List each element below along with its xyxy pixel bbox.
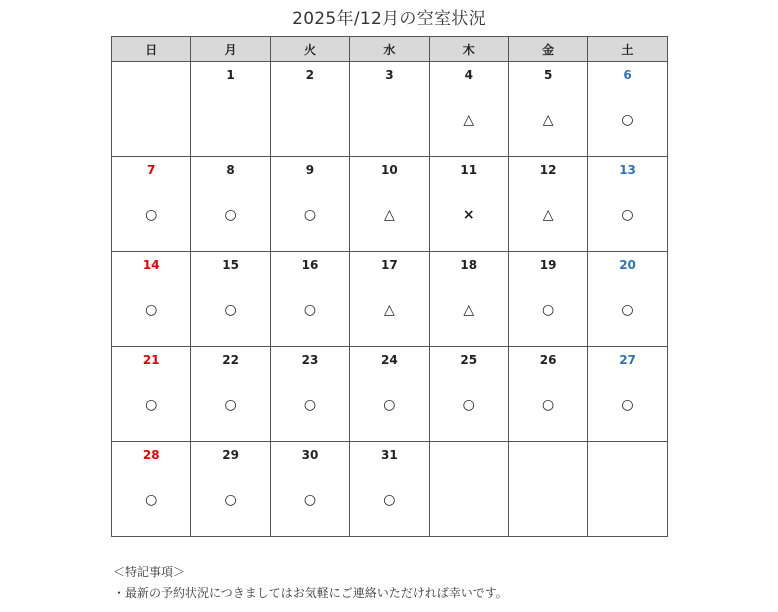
calendar-day-cell-mon: [191, 252, 270, 347]
calendar-day-cell-mon: [191, 157, 270, 252]
day-number: 29: [222, 448, 239, 462]
calendar-day-cell-sun: [112, 62, 191, 157]
weekday-header-fri: 金: [508, 37, 587, 62]
calendar-day-cell-thu: [429, 347, 508, 442]
day-number: 27: [619, 353, 636, 367]
calendar-day-cell-wed: [350, 442, 429, 537]
weekday-header-mon: 月: [191, 37, 270, 62]
availability-status-mark: ○: [462, 397, 475, 413]
day-number: 26: [539, 353, 557, 367]
calendar-day-cell-wed: [350, 62, 429, 157]
calendar-day-cell-mon: [191, 442, 270, 537]
calendar-day-cell-sun: [112, 252, 191, 347]
availability-status-mark: ○: [383, 492, 396, 508]
availability-status-mark: △: [383, 302, 395, 318]
day-number: 28: [142, 448, 160, 462]
day-number: 2: [305, 68, 315, 82]
availability-status-mark: ○: [542, 397, 555, 413]
availability-status-mark: ○: [224, 207, 237, 223]
calendar-week-row: [112, 347, 668, 442]
availability-status-mark: △: [383, 207, 395, 223]
calendar-week-row: [112, 157, 668, 252]
day-number: 4: [464, 68, 473, 82]
calendar-day-cell-sat: [588, 347, 667, 442]
calendar-day-cell-tue: [270, 157, 349, 252]
calendar-day-cell-mon: [191, 62, 270, 157]
day-number: 7: [147, 163, 156, 177]
calendar-day-cell-wed: [350, 347, 429, 442]
weekday-header-thu: 木: [429, 37, 508, 62]
availability-status-mark: △: [463, 112, 475, 128]
notes-section: [113, 562, 508, 604]
calendar-day-cell-tue: [270, 442, 349, 537]
calendar-day-cell-wed: [350, 157, 429, 252]
day-number: 24: [381, 353, 398, 367]
availability-status-mark: △: [542, 207, 554, 223]
weekday-header-sun: 日: [112, 37, 191, 62]
day-number: [588, 448, 666, 462]
calendar-day-cell-tue: [270, 252, 349, 347]
availability-status-mark: ○: [145, 302, 158, 318]
calendar-day-cell-thu: [429, 62, 508, 157]
day-number: 14: [142, 258, 160, 272]
day-number: 10: [381, 163, 398, 177]
day-number: [112, 68, 190, 82]
day-number: 3: [385, 68, 394, 82]
calendar-day-cell-sat: [588, 252, 667, 347]
availability-status-mark: ○: [224, 397, 237, 413]
availability-status-mark: ○: [621, 207, 634, 223]
day-number: 31: [381, 448, 398, 462]
calendar-day-cell-mon: [191, 347, 270, 442]
day-number: [509, 448, 587, 462]
notes-line: ・最新の予約状況につきましてはお気軽にご連絡いただければ幸いです。: [113, 586, 508, 600]
weekday-header-row: [112, 37, 668, 62]
day-number: 6: [623, 68, 632, 82]
calendar-day-cell-tue: [270, 62, 349, 157]
calendar-day-cell-wed: [350, 252, 429, 347]
calendar-day-cell-fri: [508, 442, 587, 537]
calendar-week-row: [112, 252, 668, 347]
availability-status-mark: ○: [145, 492, 158, 508]
day-number: 12: [539, 163, 557, 177]
day-number: 23: [301, 353, 319, 367]
day-number: 15: [222, 258, 239, 272]
weekday-header-wed: 水: [350, 37, 429, 62]
calendar-day-cell-fri: [508, 347, 587, 442]
calendar-week-row: [112, 442, 668, 537]
calendar-day-cell-sun: [112, 157, 191, 252]
day-number: 13: [619, 163, 636, 177]
calendar-day-cell-thu: [429, 157, 508, 252]
availability-status-mark: ○: [145, 397, 158, 413]
availability-status-mark: ○: [145, 207, 158, 223]
day-number: [430, 448, 508, 462]
availability-status-mark: △: [542, 112, 554, 128]
day-number: 21: [142, 353, 160, 367]
availability-status-mark: ○: [383, 397, 396, 413]
availability-status-mark: ○: [224, 492, 237, 508]
availability-status-mark: △: [463, 302, 475, 318]
day-number: 25: [460, 353, 478, 367]
availability-status-mark: ○: [303, 302, 317, 318]
availability-calendar: [111, 36, 668, 537]
calendar-day-cell-sun: [112, 442, 191, 537]
calendar-day-cell-sun: [112, 347, 191, 442]
day-number: 30: [301, 448, 319, 462]
calendar-day-cell-fri: [508, 62, 587, 157]
calendar-day-cell-fri: [508, 252, 587, 347]
day-number: 8: [226, 163, 235, 177]
availability-status-mark: ○: [542, 302, 555, 318]
availability-status-mark: ○: [621, 112, 634, 128]
day-number: 22: [222, 353, 239, 367]
day-number: 18: [460, 258, 478, 272]
calendar-day-cell-thu: [429, 252, 508, 347]
weekday-header-tue: 火: [270, 37, 349, 62]
calendar-week-row: [112, 62, 668, 157]
calendar-day-cell-sat: [588, 62, 667, 157]
calendar-day-cell-sat: [588, 442, 667, 537]
availability-status-mark: ○: [303, 397, 317, 413]
availability-status-mark: ○: [303, 207, 317, 223]
calendar-day-cell-tue: [270, 347, 349, 442]
availability-status-mark: ○: [224, 302, 237, 318]
availability-status-mark: ○: [621, 302, 634, 318]
availability-status-mark: ×: [462, 207, 475, 223]
day-number: 16: [301, 258, 319, 272]
day-number: 9: [305, 163, 315, 177]
day-number: 17: [381, 258, 398, 272]
day-number: 1: [226, 68, 235, 82]
availability-status-mark: ○: [303, 492, 317, 508]
day-number: 20: [619, 258, 636, 272]
calendar-day-cell-sat: [588, 157, 667, 252]
weekday-header-sat: 土: [588, 37, 667, 62]
notes-heading: ＜特記事項＞: [113, 565, 186, 579]
availability-status-mark: ○: [621, 397, 634, 413]
calendar-day-cell-thu: [429, 442, 508, 537]
page-title: 2025年/12月の空室状況: [292, 9, 486, 29]
day-number: 11: [460, 163, 478, 177]
calendar-day-cell-fri: [508, 157, 587, 252]
day-number: 19: [539, 258, 557, 272]
day-number: 5: [543, 68, 553, 82]
